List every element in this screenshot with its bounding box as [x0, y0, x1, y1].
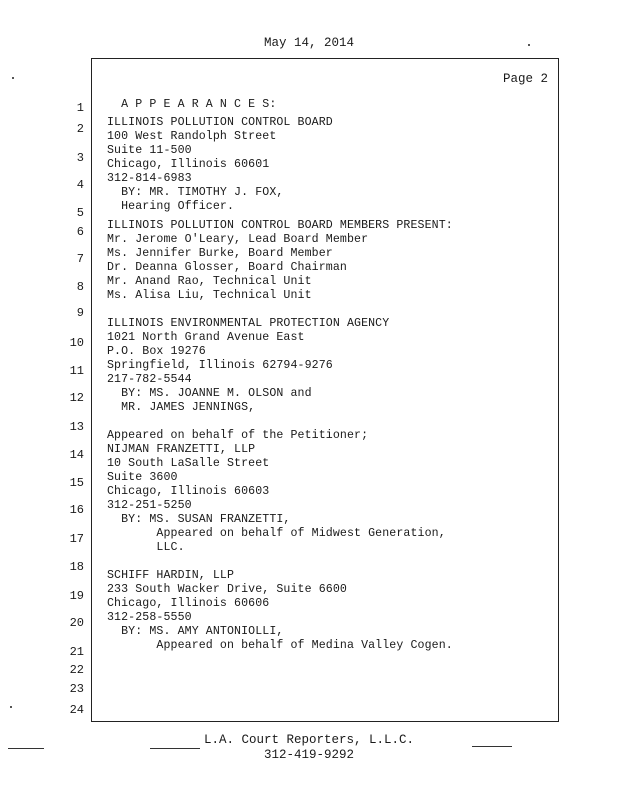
line-number: 10: [69, 336, 84, 350]
line-number: 15: [69, 476, 84, 490]
transcript-line: NIJMAN FRANZETTI, LLP: [107, 443, 256, 456]
transcript-line: Ms. Jennifer Burke, Board Member: [107, 247, 333, 260]
transcript-line: ILLINOIS POLLUTION CONTROL BOARD: [107, 116, 333, 129]
transcript-line: 312-258-5550: [107, 611, 192, 624]
transcript-line: ILLINOIS POLLUTION CONTROL BOARD MEMBERS PRESENT:: [107, 219, 453, 232]
transcript-line: Chicago, Illinois 60601: [107, 158, 270, 171]
scan-speck: [12, 77, 14, 79]
transcript-line: 1021 North Grand Avenue East: [107, 331, 305, 344]
line-number: 23: [69, 682, 84, 696]
transcript-line: A P P E A R A N C E S:: [107, 98, 277, 111]
transcript-line: BY: MS. JOANNE M. OLSON and: [107, 387, 312, 400]
transcript-line: BY: MS. AMY ANTONIOLLI,: [107, 625, 284, 638]
transcript-line: 217-782-5544: [107, 373, 192, 386]
footer-company: L.A. Court Reporters, L.L.C.: [203, 733, 415, 747]
transcript-line: Appeared on behalf of Midwest Generation,: [107, 527, 446, 540]
footer-rule-right: [472, 746, 512, 747]
footer-rule-mid: [150, 748, 200, 749]
transcript-line: Chicago, Illinois 60606: [107, 597, 270, 610]
footer-rule-left: [8, 748, 44, 749]
transcript-line: Suite 11-500: [107, 144, 192, 157]
line-number: 24: [69, 703, 84, 717]
transcript-line: Mr. Jerome O'Leary, Lead Board Member: [107, 233, 369, 246]
line-number: 2: [76, 122, 84, 136]
line-number: 6: [76, 225, 84, 239]
transcript-line: 312-814-6983: [107, 172, 192, 185]
line-number: 22: [69, 663, 84, 677]
line-number: 8: [76, 280, 84, 294]
transcript-line: 100 West Randolph Street: [107, 130, 277, 143]
transcript-line: Springfield, Illinois 62794-9276: [107, 359, 333, 372]
line-number: 21: [69, 645, 84, 659]
transcript-line: Dr. Deanna Glosser, Board Chairman: [107, 261, 347, 274]
line-number: 12: [69, 391, 84, 405]
line-number: 3: [76, 151, 84, 165]
line-number: 14: [69, 448, 84, 462]
transcript-line: BY: MR. TIMOTHY J. FOX,: [107, 186, 284, 199]
line-number: 7: [76, 252, 84, 266]
footer-phone: 312-419-9292: [263, 748, 354, 762]
transcript-line: 10 South LaSalle Street: [107, 457, 270, 470]
transcript-line: P.O. Box 19276: [107, 345, 206, 358]
transcript-line: LLC.: [107, 541, 185, 554]
line-number: 4: [76, 178, 84, 192]
page-number-label: Page 2: [502, 72, 548, 86]
transcript-line: 312-251-5250: [107, 499, 192, 512]
line-number: 9: [76, 306, 84, 320]
line-number: 1: [76, 101, 84, 115]
hearing-date: May 14, 2014: [263, 36, 354, 50]
transcript-line: ILLINOIS ENVIRONMENTAL PROTECTION AGENCY: [107, 317, 390, 330]
line-number: 13: [69, 420, 84, 434]
transcript-line: SCHIFF HARDIN, LLP: [107, 569, 235, 582]
transcript-line: Hearing Officer.: [107, 200, 235, 213]
scan-speck: [10, 706, 12, 708]
transcript-line: 233 South Wacker Drive, Suite 6600: [107, 583, 347, 596]
transcript-line: Mr. Anand Rao, Technical Unit: [107, 275, 312, 288]
transcript-line: Suite 3600: [107, 471, 178, 484]
transcript-line: Appeared on behalf of Medina Valley Cogen.: [107, 639, 453, 652]
line-number: 16: [69, 503, 84, 517]
transcript-line: BY: MS. SUSAN FRANZETTI,: [107, 513, 291, 526]
transcript-line: Ms. Alisa Liu, Technical Unit: [107, 289, 312, 302]
transcript-line: Chicago, Illinois 60603: [107, 485, 270, 498]
scan-speck: [528, 44, 530, 46]
line-number: 17: [69, 532, 84, 546]
line-number: 18: [69, 560, 84, 574]
line-number: 19: [69, 589, 84, 603]
transcript-line: MR. JAMES JENNINGS,: [107, 401, 256, 414]
line-number: 20: [69, 616, 84, 630]
line-number: 11: [69, 364, 84, 378]
line-number: 5: [76, 206, 84, 220]
transcript-line: Appeared on behalf of the Petitioner;: [107, 429, 369, 442]
